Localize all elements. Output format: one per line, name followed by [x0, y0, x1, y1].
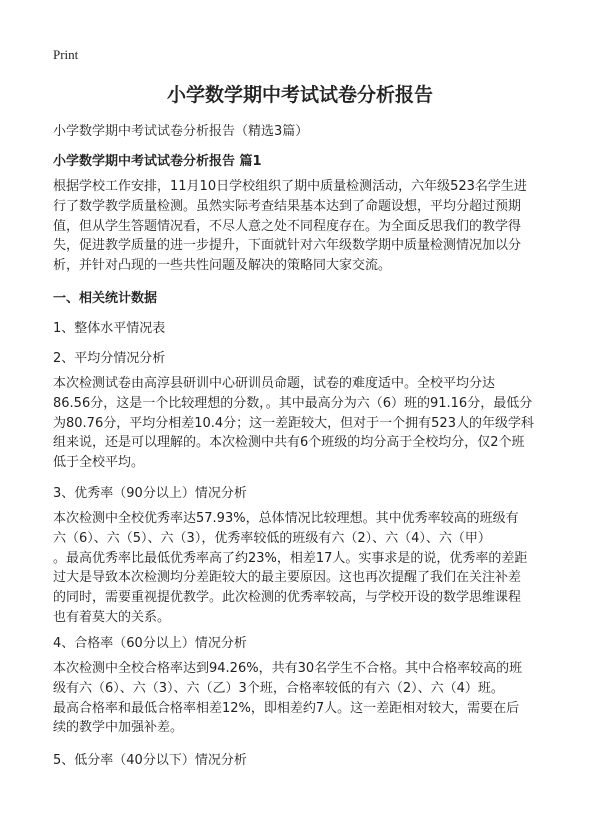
item-heading-4: 4、合格率（60分以上）情况分析: [53, 636, 247, 651]
paragraph-line: 本次检测试卷由高淳县研训中心研训员命题，试卷的难度适中。全校平均分达: [53, 376, 496, 391]
item-heading-2: 2、平均分情况分析: [53, 351, 166, 366]
paragraph-line: 续的教学中加强补差。: [53, 720, 184, 736]
average-paragraph: [53, 374, 534, 473]
paragraph-line: 失，促进教学质量的进一步提升，下面就针对六年级数学期中质量检测情况加以分: [53, 238, 522, 254]
paragraph-line: 本次检测中全校合格率达到94.26%，共有30名学生不合格。其中合格率较高的班: [53, 661, 523, 676]
paragraph-line: 最高合格率和最低合格率相差12%，即相差约7人。这一差距相对较大，需要在后: [53, 700, 520, 716]
print-link[interactable]: Print: [53, 47, 79, 62]
paragraph-line: 。最高优秀率比最低优秀率高了约23%，相差17人。实事求是的说，优秀率的差距: [53, 550, 528, 566]
subtitle: 小学数学期中考试试卷分析报告（精选3篇）: [53, 124, 309, 139]
section-heading: 一、相关统计数据: [53, 291, 158, 306]
paragraph-line: 的同时，需要重视提优教学。此次检测的优秀率较高，与学校开设的数学思维课程: [53, 590, 522, 606]
paragraph-line: 过大是导致本次检测均分差距较大的最主要原因。这也再次提醒了我们在关注补差: [53, 570, 522, 586]
excellence-paragraph: [53, 509, 527, 628]
paragraph-line: 六（6）、六（5）、六（3），优秀率较低的班级有六（2）、六（4）、六（甲）: [53, 530, 491, 546]
paragraph-line: 本次检测中全校优秀率达57.93%，总体情况比较理想。其中优秀率较高的班级有: [53, 511, 519, 526]
article-heading: 小学数学期中考试试卷分析报告 篇1: [53, 154, 262, 169]
paragraph-line: 行了数学教学质量检测。虽然实际考查结果基本达到了命题设想，平均分超过预期: [53, 198, 522, 214]
item-heading-1: 1、整体水平情况表: [53, 321, 166, 336]
paragraph-line: 根据学校工作安排，11月10日学校组织了期中质量检测活动，六年级523名学生进: [53, 179, 527, 194]
paragraph-line: 也有着莫大的关系。: [53, 609, 171, 625]
item-heading-5: 5、低分率（40分以下）情况分析: [53, 753, 247, 768]
paragraph-line: 低于全校平均。: [53, 455, 145, 471]
paragraph-line: 级有六（6）、六（3）、六（乙）3个班，合格率较低的有六（2）、六（4）班。: [53, 680, 504, 696]
item-heading-3: 3、优秀率（90分以上）情况分析: [53, 486, 247, 501]
page-title: 小学数学期中考试试卷分析报告: [166, 84, 433, 106]
paragraph-line: 析，并针对凸现的一些共性问题及解决的策略同大家交流。: [53, 258, 392, 274]
pass-rate-paragraph: [53, 659, 522, 738]
intro-paragraph: [53, 177, 527, 276]
paragraph-line: 组来说，还是可以理解的。本次检测中共有6个班级的均分高于全校均分，仅2个班: [53, 435, 525, 451]
paragraph-line: 86.56分，这是一个比较理想的分数，。其中最高分为六（6）班的91.16分，最低分: [53, 395, 533, 411]
paragraph-line: 值，但从学生答题情况看，不尽人意之处不同程度存在。为全面反思我们的教学得: [53, 218, 522, 234]
paragraph-line: 为80.76分，平均分相差10.4分；这一差距较大，但对于一个拥有523人的年级学科: [53, 415, 534, 431]
